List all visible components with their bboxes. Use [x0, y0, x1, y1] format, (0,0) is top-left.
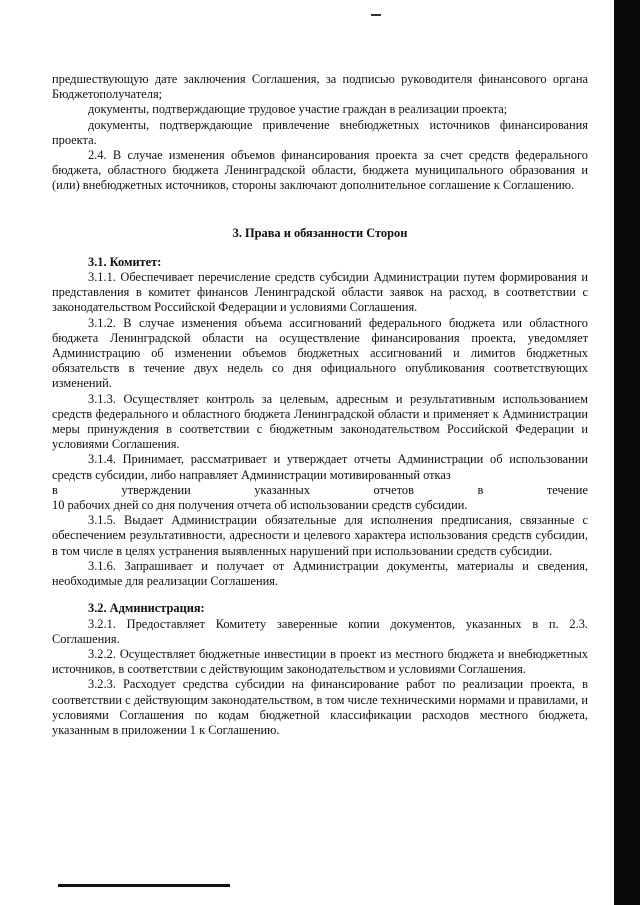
clause-3-1-6: 3.1.6. Запрашивает и получает от Администрации документы, материалы и сведения, необходимые для реализации Соглашения. — [52, 558, 588, 589]
clause-3-2-3: 3.2.3. Расходует средства субсидии на финансирование работ по реализации проекта, в соответствии с действующим законодательством, в том числе техническими нормами и правилами, и условиями Соглашения по кодам бюджетной классификации расходов местного бюджета, указанным в приложении 1 к Соглашению. — [52, 677, 588, 737]
clause-3-1-1: 3.1.1. Обеспечивает перечисление средств субсидии Администрации путем формирования и представления в комитет финансов Ленинградской области заявок на расход, в соответствии с законодательством Российской Федерации и условиями Соглашения. — [52, 270, 588, 315]
paragraph-docs-labor: документы, подтверждающие трудовое участие граждан в реализации проекта; — [88, 102, 508, 117]
spread-word: течение — [546, 482, 588, 497]
clause-3-2-1: 3.2.1. Предоставляет Комитету заверенные копии документов, указанных в п. 2.3. Соглашения. — [52, 616, 588, 646]
clause-3-1-4: 3.1.4. Принимает, рассматривает и утверждает отчеты Администрации об использовании средств субсидии, либо направляет Администрации мотивированный отказ — [52, 452, 588, 482]
spread-word: в — [477, 482, 484, 497]
clause-3-1-2: 3.1.2. В случае изменения объема ассигнований федерального бюджета или областного бюджета Ленинградской области на осуществление финансирования проекта, уведомляет Администрацию об изменении объемов бюджетных ассигнований и лимитов бюджетных обязательств в течение двух недель со дня официального опубликования соответствующих изменений. — [52, 315, 588, 391]
spread-word: утверждении — [121, 482, 191, 497]
clause-3-1-3: 3.1.3. Осуществляет контроль за целевым, адресным и результативным использованием средств федерального и областного бюджета Ленинградской области и применяет к Администрации меры принуждения в соответствии с бюджетным законодательством Российской Федерации и условиями Соглашения. — [52, 391, 588, 452]
clause-3-2-2: 3.2.2. Осуществляет бюджетные инвестиции в проект из местного бюджета и внебюджетных источников, в соответствии с действующим законодательством и условиями Соглашения. — [52, 646, 588, 677]
clause-3-1-4-spread-line — [52, 483, 588, 498]
paragraph-continuation: предшествующую дате заключения Соглашения, за подписью руководителя финансового органа Бюджетополучателя; — [52, 72, 588, 102]
paragraph-docs-extrabudget: документы, подтверждающие привлечение внебюджетных источников финансирования проекта. — [52, 117, 588, 147]
spread-word: отчетов — [373, 482, 414, 497]
clause-3-1-5: 3.1.5. Выдает Администрации обязательные для исполнения предписания, связанные с обеспечением результативности, адресности и целевого характера использования средств субсидии, в том числе в целях устранения выявленных нарушений при использовании средств субсидии. — [52, 513, 588, 558]
section-title: 3. Права и обязанности Сторон — [232, 225, 408, 240]
subsection-3-2-heading: 3.2. Администрация: — [88, 601, 205, 616]
spread-word: указанных — [254, 482, 310, 497]
scan-mark — [371, 14, 381, 16]
clause-2-4: 2.4. В случае изменения объемов финансирования проекта за счет средств федерального бюджета, областного бюджета Ленинградской области, бюджета муниципального образования и (или) внебюджетных источников, стороны заключают дополнительное соглашение к Соглашению. — [52, 148, 588, 193]
document-page — [52, 72, 588, 738]
scan-edge-bar — [614, 0, 640, 905]
spread-word: в — [52, 482, 58, 497]
clause-3-1-4-end: 10 рабочих дней со дня получения отчета об использовании средств субсидии. — [52, 498, 468, 513]
subsection-3-1-heading: 3.1. Комитет: — [88, 254, 162, 269]
footnote-rule — [58, 884, 230, 887]
